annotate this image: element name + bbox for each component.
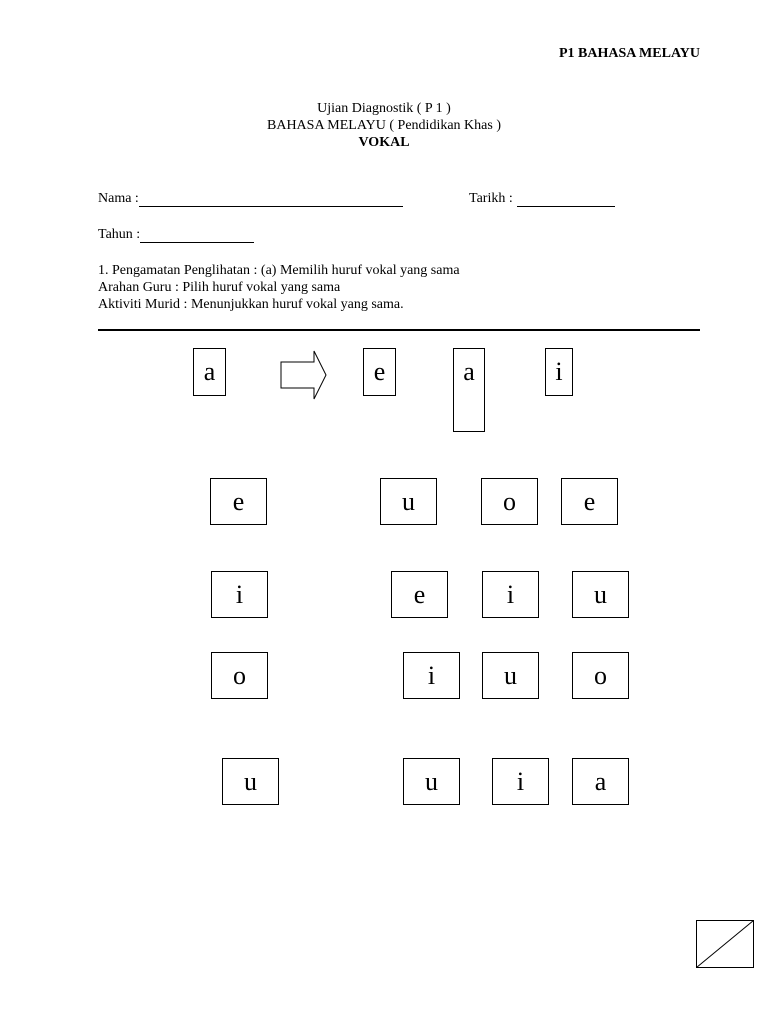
exercise-option-letter[interactable]: o	[481, 478, 538, 525]
year-label: Tahun :	[98, 227, 141, 242]
exercise-option-letter[interactable]: i	[403, 652, 460, 699]
exercise-option-letter[interactable]: u	[380, 478, 437, 525]
name-blank-line[interactable]	[139, 192, 403, 207]
instructions	[98, 262, 460, 313]
year-field[interactable]	[98, 227, 254, 243]
exercise-option-letter[interactable]: o	[572, 652, 629, 699]
name-field[interactable]	[98, 191, 403, 207]
instruction-teacher: Arahan Guru : Pilih huruf vokal yang sama	[98, 280, 341, 295]
exercise-target-letter: u	[222, 758, 279, 805]
score-box-icon	[696, 920, 754, 968]
exercise-option-letter[interactable]: u	[572, 571, 629, 618]
date-label: Tarikh :	[469, 191, 513, 206]
topic-title: VOKAL	[358, 135, 410, 150]
date-field[interactable]	[469, 191, 615, 207]
exercise-option-letter[interactable]: i	[482, 571, 539, 618]
example-option-letter[interactable]: a	[453, 348, 485, 432]
exercise-option-letter[interactable]: u	[482, 652, 539, 699]
example-option-letter[interactable]: e	[363, 348, 396, 396]
subject-title: BAHASA MELAYU ( Pendidikan Khas )	[267, 118, 501, 133]
year-blank-line[interactable]	[140, 228, 254, 243]
instruction-task: 1. Pengamatan Penglihatan : (a) Memilih huruf vokal yang sama	[98, 263, 460, 278]
exercise-option-letter[interactable]: a	[572, 758, 629, 805]
section-divider	[98, 329, 700, 331]
exercise-option-letter[interactable]: u	[403, 758, 460, 805]
exercise-target-letter: e	[210, 478, 267, 525]
instruction-student: Aktiviti Murid : Menunjukkan huruf vokal yang sama.	[98, 297, 404, 312]
exercise-option-letter[interactable]: e	[561, 478, 618, 525]
document-code: P1 BAHASA MELAYU	[558, 46, 700, 61]
right-arrow-icon	[280, 350, 328, 400]
example-option-letter[interactable]: i	[545, 348, 573, 396]
test-title: Ujian Diagnostik ( P 1 )	[317, 101, 451, 116]
exercise-option-letter[interactable]: e	[391, 571, 448, 618]
exercise-target-letter: o	[211, 652, 268, 699]
title-block	[0, 100, 768, 151]
exercise-option-letter[interactable]: i	[492, 758, 549, 805]
name-label: Nama :	[98, 191, 139, 206]
date-blank-line[interactable]	[517, 192, 615, 207]
exercise-target-letter: i	[211, 571, 268, 618]
example-target-letter: a	[193, 348, 226, 396]
